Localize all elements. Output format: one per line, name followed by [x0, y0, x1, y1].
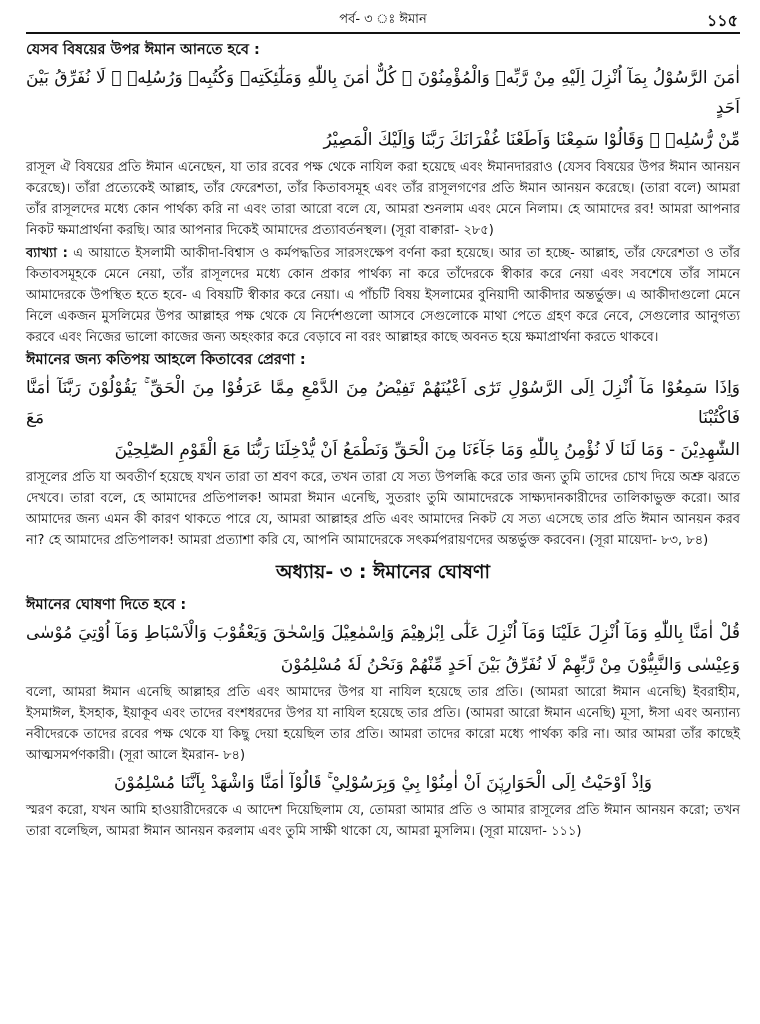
arabic-verse: وَاِذْ اَوْحَيْتُ اِلَى الْحَوَارِيّٖنَ اَنْ اٰمِنُوْا بِيْ وَبِرَسُوْلِيْ ۚ قَالُوْآ اٰمَنَّا وَاشْهَدْ بِاَنَّنَا مُسْلِمُوْنَ [114, 772, 652, 793]
explanation-text: এ আয়াতে ইসলামী আকীদা-বিশ্বাস ও কর্মপদ্ধতির সারসংক্ষেপ বর্ণনা করা হয়েছে। আর তা হচ্ছে- আল্লাহ, তাঁর ফেরেশতা ও তাঁর কিতাবসমূহকে মেনে নেয়া, তাঁর রাসূলদের মধ্যে কোন প্রকার পার্থক্য না করে তাঁদেরকে স্বীকার করে নেয়া এবং সবশেষে তাঁর সামনে আমাদেরকে উপস্থিত হতে হবে- এ বিষয়টি স্বীকার করে নেয়া। এ পাঁচটি বিষয় ইসলামের বুনিয়াদী আকীদার অন্তর্ভুক্ত। এ আকীদাগুলো মেনে নিলে একজন মুসলিমের উপর আল্লাহর পক্ষ থেকে যে নির্দেশগুলো আসবে সেগুলোকে মাথা পেতে গ্রহণ করে নেবে, সেগুলোর আনুগত্য করবে এবং নিজের ভালো কাজের জন্য অহংকার করে বেড়াবে না বরং আল্লাহর কাছে অবনত হয়ে ক্ষমাপ্রার্থনা করতে থাকবে। [26, 245, 740, 345]
translation-paragraph: রাসূল ঐ বিষয়ের প্রতি ঈমান এনেছেন, যা তার রবের পক্ষ থেকে নাযিল করা হয়েছে এবং ঈমানদাররাও (যেসব বিষয়ের উপর ঈমান আনয়ন করেছে)। তাঁরা প্রত্যেকেই আল্লাহ, তাঁর ফেরেশতা, তাঁর কিতাবসমূহ এবং তাঁর রাসূলগণের প্রতি ঈমান আনয়ন করেছে। (তারা বলে) আমরা তাঁর রাসূলদের মধ্যে কোন পার্থক্য করি না এবং তারা আরো বলে যে, আমরা শুনলাম এবং মেনে নিলাম। হে আমাদের রব! আমরা আপনার নিকট ক্ষমাপ্রার্থনা করছি। আর আপনার দিকেই আমাদের প্রত্যাবর্তনস্থল। (সূরা বাক্বারা- ২৮৫) [26, 159, 740, 238]
page-header [26, 8, 740, 30]
arabic-verse: وَعِيْسٰى وَالنَّبِيُّوْنَ مِنْ رَّبِّهِمْ لَا نُفَرِّقُ بَيْنَ اَحَدٍ مِّنْهُمْ وَنَحْنُ لَهٗ مُسْلِمُوْنَ [280, 654, 740, 675]
translation-paragraph: বলো, আমরা ঈমান এনেছি আল্লাহর প্রতি এবং আমাদের উপর যা নাযিল হয়েছে তার প্রতি। (আমরা আরো ঈমান এনেছি) ইবরাহীম, ইসমাঈল, ইসহাক, ইয়াকূব এবং তাদের বংশধরদের উপর যা নাযিল হয়েছে তার প্রতি। (আমরা আরো ঈমান এনেছি) মূসা, ঈসা এবং অন্যান্য নবীদেরকে তাদের রবের পক্ষ থেকে যা কিছু দেয়া হয়েছিল তার প্রতি। আমরা তাদের কারো মধ্যে পার্থক্য করি না। আর আমরা তাঁর কাছেই আত্মসমর্পণকারী। (সূরা আলে ইমরান- ৮৪) [26, 684, 740, 763]
arabic-verse: الشّٰهِدِيْنَ - وَمَا لَنَا لَا نُؤْمِنُ بِاللّٰهِ وَمَا جَآءَنَا مِنَ الْحَقِّ وَنَطْمَعُ اَنْ يُّدْخِلَنَا رَبُّنَا مَعَ الْقَوْمِ الصّٰلِحِيْنَ [114, 439, 740, 460]
explanation-label: ব্যাখ্যা : [26, 245, 68, 261]
section-heading-topics-of-iman: যেসব বিষয়ের উপর ঈমান আনতে হবে : [26, 41, 260, 58]
translation-paragraph: রাসূলের প্রতি যা অবতীর্ণ হয়েছে যখন তারা তা শ্রবণ করে, তখন তারা যে সত্য উপলব্ধি করে তার জন্য তুমি তাদের চোখ দিয়ে অশ্রু ঝরতে দেখবে। তারা বলে, হে আমাদের প্রতিপালক! আমরা ঈমান এনেছি, সুতরাং তুমি আমাদেরকে সাক্ষ্যদানকারীদের তালিকাভুক্ত করো। আর আমাদের জন্য এমন কী কারণ থাকতে পারে যে, আমরা আল্লাহর প্রতি এবং আমাদের নিকট যে সত্য এসেছে তার প্রতি ঈমান আনয়ন করব না? হে আমাদের প্রতিপালক! আমরা প্রত্যাশা করি যে, আপনি আমাদেরকে সৎকর্মপরায়ণদের অন্তর্ভুক্ত করবেন। (সূরা মায়েদা- ৮৩, ৮৪) [26, 469, 740, 548]
header-rule [26, 32, 740, 34]
explanation-paragraph [26, 243, 740, 348]
section-heading-declaration: ঈমানের ঘোষণা দিতে হবে : [26, 596, 187, 613]
arabic-verse: اٰمَنَ الرَّسُوْلُ بِمَآ اُنْزِلَ اِلَيْهِ مِنْ رَّبِّهٖ وَالْمُؤْمِنُوْنَ ۗ كُلٌّ اٰمَنَ بِاللّٰهِ وَمَلٰٓئِكَتِهٖ وَكُتُبِهٖ وَرُسُلِهٖ ۗ لَا نُفَرِّقُ بَيْنَ اَحَدٍ [26, 67, 740, 118]
arabic-verse: مِّنْ رُّسُلِهٖ ۗ وَقَالُوْا سَمِعْنَا وَاَطَعْنَا غُفْرَانَكَ رَبَّنَا وَاِلَيْكَ الْمَصِيْرُ [323, 129, 740, 150]
section-heading-ahle-kitab: ঈমানের জন্য কতিপয় আহলে কিতাবের প্রেরণা : [26, 351, 306, 368]
translation-paragraph: স্মরণ করো, যখন আমি হাওয়ারীদেরকে এ আদেশ দিয়েছিলাম যে, তোমরা আমার প্রতি ও আমার রাসূলের প্রতি ঈমান আনয়ন করো; তখন তারা বলেছিল, আমরা ঈমান আনয়ন করলাম এবং তুমি সাক্ষী থাকো যে, আমরা মুসলিম। (সূরা মায়েদা- ১১১) [26, 802, 740, 839]
arabic-verse: قُلْ اٰمَنَّا بِاللّٰهِ وَمَآ اُنْزِلَ عَلَيْنَا وَمَآ اُنْزِلَ عَلٰٓى اِبْرٰهِيْمَ وَاِسْمٰعِيْلَ وَاِسْحٰقَ وَيَعْقُوْبَ وَالْاَسْبَاطِ وَمَآ اُوْتِيَ مُوْسٰى [26, 622, 740, 643]
page-number: ১১৫ [706, 11, 738, 30]
chapter-title: অধ্যায়- ৩ : ঈমানের ঘোষণা [276, 560, 490, 583]
arabic-verse: وَاِذَا سَمِعُوْا مَآ اُنْزِلَ اِلَى الرَّسُوْلِ تَرٰٓى اَعْيُنَهُمْ تَفِيْضُ مِنَ الدَّمْعِ مِمَّا عَرَفُوْا مِنَ الْحَقِّ ۚ يَقُوْلُوْنَ رَبَّنَآ اٰمَنَّا فَاكْتُبْنَا مَعَ [26, 377, 740, 428]
running-head: পর্ব- ৩ ঃ ঈমান [339, 12, 427, 27]
